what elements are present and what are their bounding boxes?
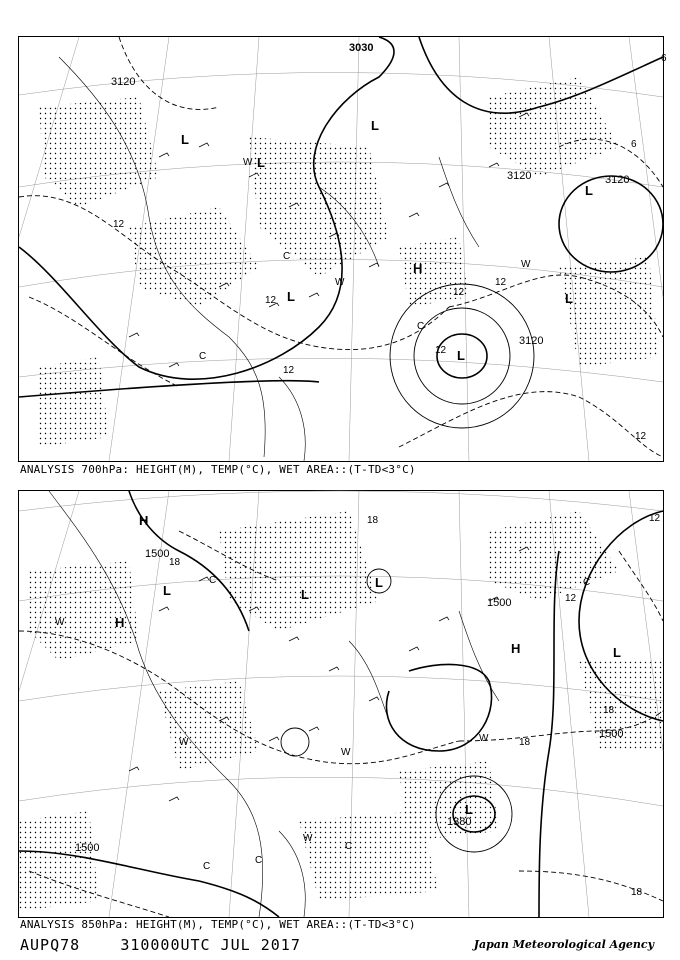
agency-name: Japan Meteorological Agency — [473, 938, 654, 951]
high-center-symbol: H — [413, 261, 423, 276]
contour-label: 3120 — [507, 170, 532, 182]
lower-panel-caption: ANALYSIS 850hPa: HEIGHT(M), TEMP(°C), WET AREA::(T-TD<3°C) — [20, 918, 416, 931]
low-center-symbol: L — [181, 132, 189, 147]
wet-areas — [19, 511, 663, 911]
warm-center-symbol: W — [341, 747, 351, 758]
chart-code: AUPQ78 — [20, 936, 81, 954]
isotherm-label: 12 — [649, 513, 661, 524]
low-center-symbol: L — [565, 291, 573, 306]
isotherm-label: 18 — [367, 515, 379, 526]
isotherm-label: 12 — [283, 365, 295, 376]
isotherm-label: 12 — [495, 277, 507, 288]
warm-center-symbol: W — [55, 617, 65, 628]
isotherm-label: 18 — [603, 705, 615, 716]
cold-center-symbol: C — [583, 577, 591, 588]
map-850hpa-svg — [19, 491, 663, 917]
low-center-symbol: L — [613, 645, 621, 660]
low-center-symbol: L — [585, 183, 593, 198]
isotherm-label: 18 — [169, 557, 181, 568]
contour-label: 3120 — [519, 335, 544, 347]
low-center-symbol: L — [301, 587, 309, 602]
cold-center-symbol: C — [199, 351, 207, 362]
cold-center-symbol: C — [417, 321, 425, 332]
warm-center-symbol: W — [521, 259, 531, 270]
contour-label: 3030 — [349, 42, 374, 54]
chart-code-and-time — [20, 936, 301, 954]
upper-panel-caption: ANALYSIS 700hPa: HEIGHT(M), TEMP(°C), WET AREA::(T-TD<3°C) — [20, 463, 416, 476]
isotherm-label: 12 — [565, 593, 577, 604]
low-center-symbol: L — [163, 583, 171, 598]
warm-center-symbol: W — [243, 157, 253, 168]
warm-center-symbol: W — [179, 737, 189, 748]
map-panel-850hpa — [18, 490, 664, 918]
map-panel-700hpa — [18, 36, 667, 462]
low-center-symbol: L — [457, 348, 465, 363]
cold-center-symbol: C — [203, 861, 211, 872]
isotherm-label: 12 — [635, 431, 647, 442]
cold-center-symbol: C — [345, 841, 353, 852]
isotherm-label: 18 — [631, 887, 643, 898]
contour-label: 3120 — [605, 174, 630, 186]
isotherm-label: 6 — [631, 139, 637, 150]
warm-center-symbol: W — [335, 277, 345, 288]
wet-areas — [39, 77, 659, 447]
low-center-symbol: L — [257, 155, 265, 170]
high-center-symbol: H — [139, 513, 149, 528]
isotherm-label: 18 — [519, 737, 531, 748]
isotherm-label: 12 — [113, 219, 125, 230]
cold-center-symbol: C — [283, 251, 291, 262]
map-700hpa-svg — [19, 37, 667, 461]
contour-label: 1380 — [447, 816, 472, 828]
contour-label: 1500 — [487, 597, 512, 609]
contour-label: 3120 — [111, 76, 136, 88]
isotherm-label: 12 — [265, 295, 277, 306]
low-center-symbol: L — [371, 118, 379, 133]
isotherm-label: 12 — [453, 287, 465, 298]
warm-center-symbol: W — [303, 833, 313, 844]
contour-label: 1500 — [599, 728, 624, 740]
cold-center-symbol: C — [255, 855, 263, 866]
low-center-symbol: L — [287, 289, 295, 304]
warm-center-symbol: W — [479, 733, 489, 744]
low-center-symbol: L — [375, 575, 383, 590]
cold-center-symbol: C — [209, 575, 217, 586]
contour-label: 1500 — [75, 842, 100, 854]
contour-label: 1500 — [145, 548, 170, 560]
isotherm-label: 6 — [661, 53, 667, 64]
analysis-time: 310000UTC JUL 2017 — [120, 936, 301, 954]
low-center-symbol: L — [465, 802, 473, 817]
high-center-symbol: H — [511, 641, 521, 656]
isotherm-label: 12 — [435, 345, 447, 356]
high-center-symbol: H — [115, 615, 125, 630]
